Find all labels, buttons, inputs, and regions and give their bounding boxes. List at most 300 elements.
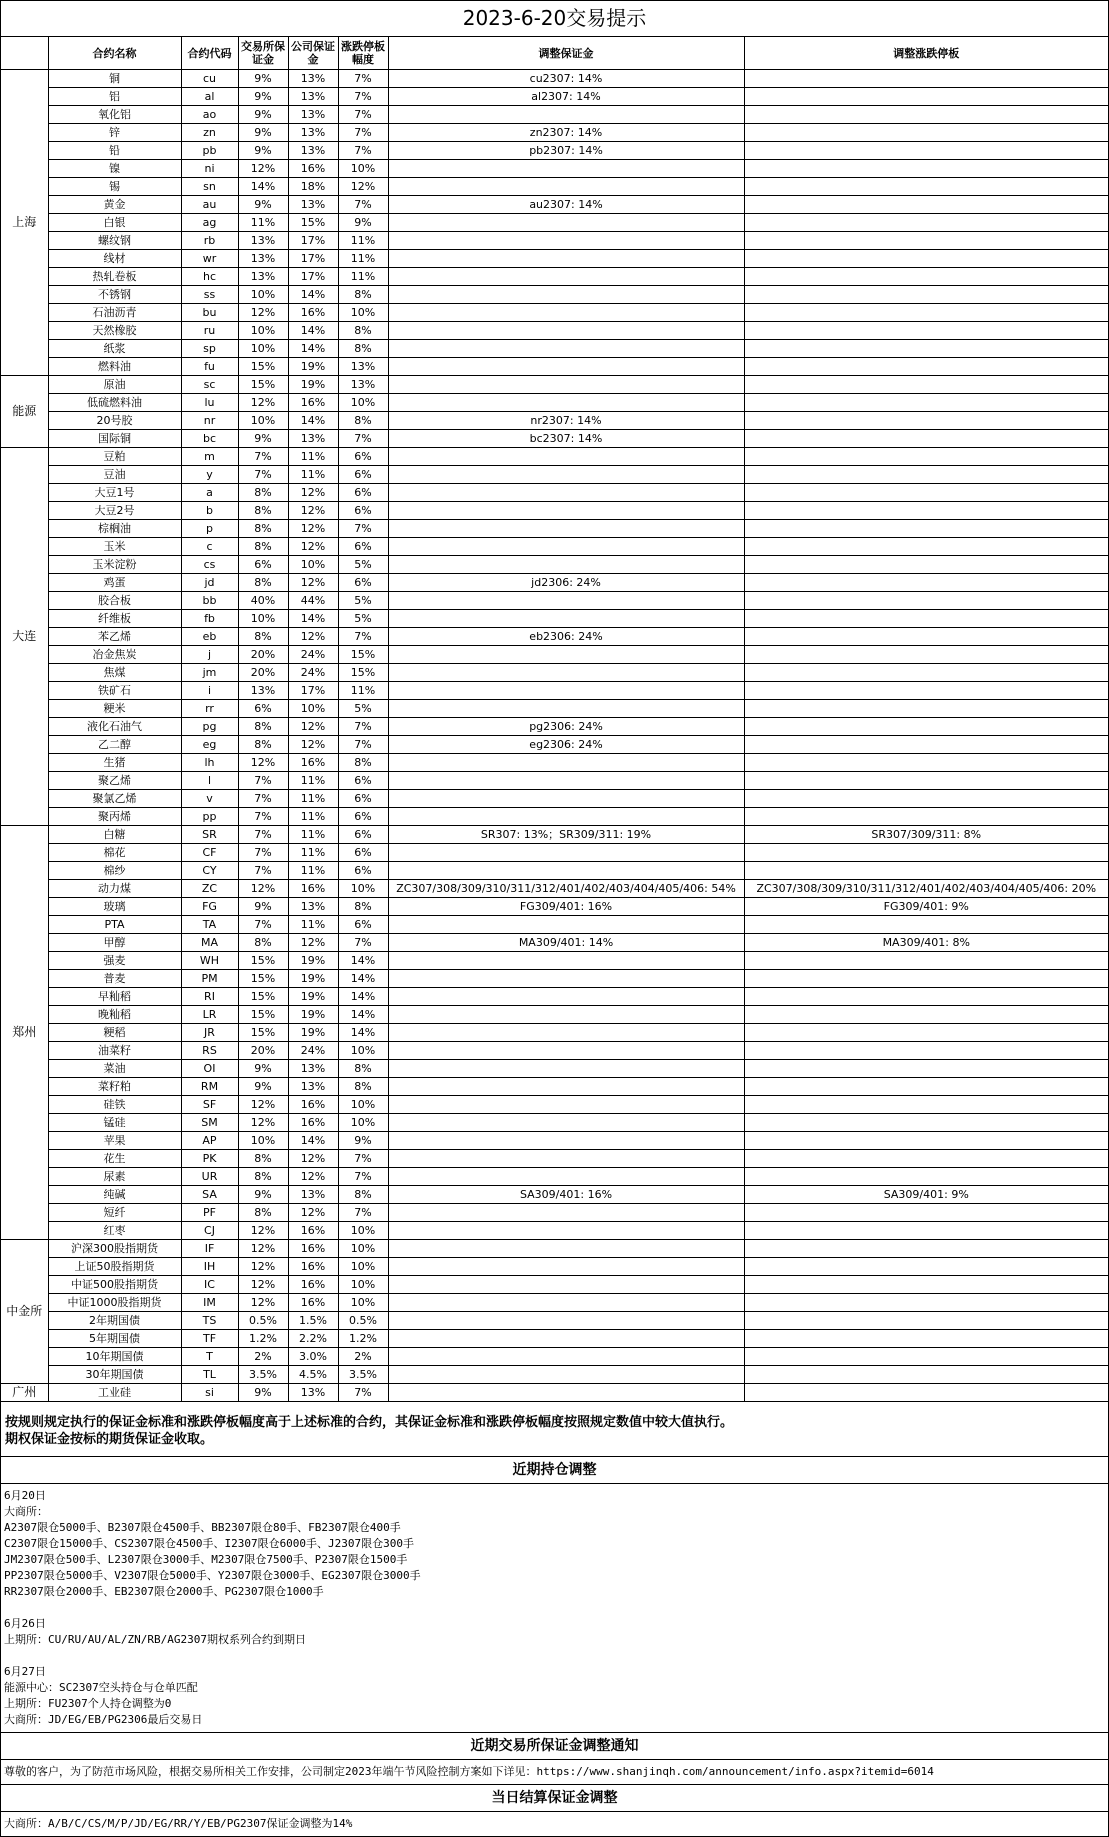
- company-margin-cell: 13%: [288, 88, 338, 106]
- adjust-limit-cell: [744, 88, 1108, 106]
- contract-code-cell: LR: [181, 1006, 238, 1024]
- adjust-limit-cell: [744, 574, 1108, 592]
- contract-code-cell: RS: [181, 1042, 238, 1060]
- company-margin-cell: 12%: [288, 1204, 338, 1222]
- exchange-margin-cell: 20%: [238, 664, 288, 682]
- adjust-limit-cell: [744, 376, 1108, 394]
- adjust-margin-cell: [388, 1276, 744, 1294]
- limit-range-cell: 14%: [338, 952, 388, 970]
- adjust-limit-cell: [744, 646, 1108, 664]
- adjust-margin-cell: pg2306: 24%: [388, 718, 744, 736]
- limit-range-cell: 2%: [338, 1348, 388, 1366]
- exchange-cell: 上海: [1, 70, 48, 376]
- exchange-margin-cell: 10%: [238, 286, 288, 304]
- company-margin-cell: 11%: [288, 448, 338, 466]
- contract-code-cell: l: [181, 772, 238, 790]
- adjust-limit-cell: SR307/309/311: 8%: [744, 826, 1108, 844]
- limit-range-cell: 6%: [338, 772, 388, 790]
- contract-code-cell: MA: [181, 934, 238, 952]
- exchange-margin-cell: 12%: [238, 754, 288, 772]
- header-company-margin: 公司保证金: [288, 37, 338, 70]
- table-row: [1, 754, 1108, 772]
- table-row: [1, 736, 1108, 754]
- company-margin-cell: 14%: [288, 610, 338, 628]
- company-margin-cell: 16%: [288, 1096, 338, 1114]
- table-row: [1, 268, 1108, 286]
- company-margin-cell: 2.2%: [288, 1330, 338, 1348]
- table-row: [1, 646, 1108, 664]
- exchange-margin-cell: 7%: [238, 808, 288, 826]
- table-row: [1, 826, 1108, 844]
- company-margin-cell: 12%: [288, 628, 338, 646]
- contract-code-cell: hc: [181, 268, 238, 286]
- exchange-margin-cell: 10%: [238, 412, 288, 430]
- exchange-margin-cell: 7%: [238, 826, 288, 844]
- limit-range-cell: 6%: [338, 916, 388, 934]
- company-margin-cell: 19%: [288, 988, 338, 1006]
- contract-code-cell: TL: [181, 1366, 238, 1384]
- adjust-limit-cell: [744, 1060, 1108, 1078]
- table-row: [1, 790, 1108, 808]
- company-margin-cell: 19%: [288, 1006, 338, 1024]
- limit-range-cell: 7%: [338, 430, 388, 448]
- header-adjust-margin: 调整保证金: [388, 37, 744, 70]
- exchange-margin-cell: 8%: [238, 574, 288, 592]
- position-line: 6月20日: [4, 1489, 46, 1502]
- table-row: [1, 1096, 1108, 1114]
- limit-range-cell: 10%: [338, 1096, 388, 1114]
- limit-range-cell: 7%: [338, 718, 388, 736]
- exchange-margin-cell: 9%: [238, 70, 288, 88]
- exchange-margin-cell: 7%: [238, 772, 288, 790]
- adjust-margin-cell: FG309/401: 16%: [388, 898, 744, 916]
- company-margin-cell: 17%: [288, 232, 338, 250]
- table-row: [1, 1150, 1108, 1168]
- adjust-margin-cell: eg2306: 24%: [388, 736, 744, 754]
- contract-name-cell: 30年期国债: [48, 1366, 181, 1384]
- exchange-margin-cell: 8%: [238, 628, 288, 646]
- adjust-margin-cell: [388, 520, 744, 538]
- adjust-limit-cell: [744, 1366, 1108, 1384]
- company-margin-cell: 19%: [288, 1024, 338, 1042]
- exchange-margin-cell: 8%: [238, 520, 288, 538]
- adjust-margin-cell: [388, 304, 744, 322]
- company-margin-cell: 14%: [288, 340, 338, 358]
- adjust-limit-cell: [744, 124, 1108, 142]
- company-margin-cell: 14%: [288, 412, 338, 430]
- contract-code-cell: IC: [181, 1276, 238, 1294]
- exchange-margin-cell: 15%: [238, 376, 288, 394]
- exchange-margin-cell: 9%: [238, 1186, 288, 1204]
- contract-code-cell: pb: [181, 142, 238, 160]
- contract-name-cell: 原油: [48, 376, 181, 394]
- position-line: C2307限仓15000手、CS2307限仓4500手、I2307限仓6000手、J2307限仓300手: [4, 1537, 415, 1550]
- contract-name-cell: 纯碱: [48, 1186, 181, 1204]
- adjust-margin-cell: cu2307: 14%: [388, 70, 744, 88]
- limit-range-cell: 5%: [338, 592, 388, 610]
- adjust-margin-cell: [388, 106, 744, 124]
- company-margin-cell: 17%: [288, 268, 338, 286]
- contract-code-cell: PF: [181, 1204, 238, 1222]
- adjust-margin-cell: [388, 1222, 744, 1240]
- limit-range-cell: 8%: [338, 412, 388, 430]
- adjust-limit-cell: [744, 232, 1108, 250]
- exchange-margin-cell: 14%: [238, 178, 288, 196]
- company-margin-cell: 13%: [288, 106, 338, 124]
- rule-note: [1, 1402, 1108, 1457]
- contract-name-cell: 铜: [48, 70, 181, 88]
- position-line: 大商所：: [4, 1505, 48, 1518]
- company-margin-cell: 24%: [288, 1042, 338, 1060]
- contract-name-cell: 鸡蛋: [48, 574, 181, 592]
- limit-range-cell: 6%: [338, 538, 388, 556]
- company-margin-cell: 11%: [288, 916, 338, 934]
- company-margin-cell: 11%: [288, 844, 338, 862]
- adjust-limit-cell: [744, 358, 1108, 376]
- exchange-margin-cell: 8%: [238, 538, 288, 556]
- exchange-margin-cell: 6%: [238, 556, 288, 574]
- contract-code-cell: v: [181, 790, 238, 808]
- header-adjust-limit: 调整涨跌停板: [744, 37, 1108, 70]
- limit-range-cell: 8%: [338, 1078, 388, 1096]
- exchange-margin-cell: 11%: [238, 214, 288, 232]
- contract-name-cell: 纸浆: [48, 340, 181, 358]
- contract-name-cell: 天然橡胶: [48, 322, 181, 340]
- contract-code-cell: ag: [181, 214, 238, 232]
- contract-code-cell: PM: [181, 970, 238, 988]
- adjust-limit-cell: ZC307/308/309/310/311/312/401/402/403/404/405/406: 20%: [744, 880, 1108, 898]
- contract-name-cell: 沪深300股指期货: [48, 1240, 181, 1258]
- table-row: [1, 322, 1108, 340]
- contract-code-cell: JR: [181, 1024, 238, 1042]
- company-margin-cell: 13%: [288, 196, 338, 214]
- table-row: [1, 1114, 1108, 1132]
- table-row: [1, 1204, 1108, 1222]
- company-margin-cell: 12%: [288, 736, 338, 754]
- contract-name-cell: 大豆2号: [48, 502, 181, 520]
- contract-code-cell: j: [181, 646, 238, 664]
- notice-section-title: 近期交易所保证金调整通知: [1, 1733, 1108, 1760]
- contract-code-cell: SF: [181, 1096, 238, 1114]
- contract-code-cell: RI: [181, 988, 238, 1006]
- adjust-limit-cell: [744, 1204, 1108, 1222]
- company-margin-cell: 13%: [288, 898, 338, 916]
- table-row: [1, 70, 1108, 88]
- adjust-limit-cell: [744, 484, 1108, 502]
- adjust-limit-cell: [744, 250, 1108, 268]
- limit-range-cell: 10%: [338, 1276, 388, 1294]
- company-margin-cell: 16%: [288, 1240, 338, 1258]
- limit-range-cell: 7%: [338, 124, 388, 142]
- company-margin-cell: 13%: [288, 430, 338, 448]
- contract-name-cell: 晚籼稻: [48, 1006, 181, 1024]
- contract-name-cell: 油菜籽: [48, 1042, 181, 1060]
- exchange-margin-cell: 15%: [238, 970, 288, 988]
- contract-code-cell: FG: [181, 898, 238, 916]
- limit-range-cell: 7%: [338, 142, 388, 160]
- exchange-margin-cell: 15%: [238, 1024, 288, 1042]
- table-row: [1, 592, 1108, 610]
- limit-range-cell: 14%: [338, 1024, 388, 1042]
- exchange-margin-cell: 12%: [238, 1276, 288, 1294]
- contract-code-cell: TS: [181, 1312, 238, 1330]
- exchange-margin-cell: 10%: [238, 610, 288, 628]
- exchange-margin-cell: 15%: [238, 988, 288, 1006]
- rule-note-line: 期权保证金按标的期货保证金收取。: [5, 1432, 214, 1447]
- company-margin-cell: 16%: [288, 304, 338, 322]
- adjust-margin-cell: [388, 1240, 744, 1258]
- exchange-margin-cell: 10%: [238, 1132, 288, 1150]
- contract-name-cell: 菜油: [48, 1060, 181, 1078]
- limit-range-cell: 6%: [338, 826, 388, 844]
- limit-range-cell: 11%: [338, 232, 388, 250]
- table-row: [1, 844, 1108, 862]
- company-margin-cell: 12%: [288, 1168, 338, 1186]
- exchange-margin-cell: 10%: [238, 340, 288, 358]
- exchange-margin-cell: 13%: [238, 250, 288, 268]
- adjust-margin-cell: [388, 790, 744, 808]
- exchange-margin-cell: 9%: [238, 124, 288, 142]
- contract-name-cell: 胶合板: [48, 592, 181, 610]
- adjust-limit-cell: [744, 592, 1108, 610]
- adjust-margin-cell: [388, 538, 744, 556]
- limit-range-cell: 8%: [338, 322, 388, 340]
- adjust-limit-cell: [744, 1042, 1108, 1060]
- adjust-margin-cell: [388, 394, 744, 412]
- contract-code-cell: AP: [181, 1132, 238, 1150]
- company-margin-cell: 14%: [288, 1132, 338, 1150]
- contract-code-cell: PK: [181, 1150, 238, 1168]
- adjust-margin-cell: [388, 1114, 744, 1132]
- company-margin-cell: 13%: [288, 1078, 338, 1096]
- contract-name-cell: 液化石油气: [48, 718, 181, 736]
- limit-range-cell: 3.5%: [338, 1366, 388, 1384]
- exchange-margin-cell: 12%: [238, 1258, 288, 1276]
- adjust-margin-cell: [388, 484, 744, 502]
- limit-range-cell: 6%: [338, 844, 388, 862]
- contract-code-cell: b: [181, 502, 238, 520]
- adjust-limit-cell: [744, 1096, 1108, 1114]
- contract-code-cell: a: [181, 484, 238, 502]
- contract-code-cell: eb: [181, 628, 238, 646]
- exchange-margin-cell: 8%: [238, 484, 288, 502]
- limit-range-cell: 10%: [338, 1114, 388, 1132]
- exchange-margin-cell: 12%: [238, 304, 288, 322]
- adjust-margin-cell: [388, 664, 744, 682]
- limit-range-cell: 7%: [338, 628, 388, 646]
- table-row: [1, 664, 1108, 682]
- contract-name-cell: 白银: [48, 214, 181, 232]
- contract-code-cell: RM: [181, 1078, 238, 1096]
- company-margin-cell: 13%: [288, 1186, 338, 1204]
- exchange-margin-cell: 9%: [238, 142, 288, 160]
- contract-name-cell: 焦煤: [48, 664, 181, 682]
- contract-name-cell: 螺纹钢: [48, 232, 181, 250]
- adjust-margin-cell: SA309/401: 16%: [388, 1186, 744, 1204]
- table-row: [1, 232, 1108, 250]
- contract-name-cell: 乙二醇: [48, 736, 181, 754]
- table-row: [1, 142, 1108, 160]
- company-margin-cell: 12%: [288, 574, 338, 592]
- contract-name-cell: PTA: [48, 916, 181, 934]
- company-margin-cell: 17%: [288, 250, 338, 268]
- contract-name-cell: 玉米淀粉: [48, 556, 181, 574]
- contract-name-cell: 红枣: [48, 1222, 181, 1240]
- exchange-margin-cell: 20%: [238, 646, 288, 664]
- table-row: [1, 808, 1108, 826]
- contract-code-cell: sc: [181, 376, 238, 394]
- limit-range-cell: 1.2%: [338, 1330, 388, 1348]
- limit-range-cell: 10%: [338, 1222, 388, 1240]
- table-row: [1, 160, 1108, 178]
- contract-code-cell: OI: [181, 1060, 238, 1078]
- contract-name-cell: 苹果: [48, 1132, 181, 1150]
- adjust-limit-cell: [744, 988, 1108, 1006]
- limit-range-cell: 10%: [338, 304, 388, 322]
- limit-range-cell: 8%: [338, 898, 388, 916]
- contract-name-cell: 早籼稻: [48, 988, 181, 1006]
- table-row: [1, 520, 1108, 538]
- table-row: [1, 610, 1108, 628]
- company-margin-cell: 24%: [288, 646, 338, 664]
- exchange-margin-cell: 9%: [238, 1384, 288, 1402]
- contract-code-cell: cu: [181, 70, 238, 88]
- contract-name-cell: 低硫燃料油: [48, 394, 181, 412]
- table-row: [1, 1348, 1108, 1366]
- company-margin-cell: 11%: [288, 862, 338, 880]
- contract-code-cell: nr: [181, 412, 238, 430]
- limit-range-cell: 5%: [338, 556, 388, 574]
- table-row: [1, 988, 1108, 1006]
- exchange-margin-cell: 12%: [238, 880, 288, 898]
- adjust-margin-cell: [388, 1024, 744, 1042]
- contract-name-cell: 锡: [48, 178, 181, 196]
- contract-name-cell: 国际铜: [48, 430, 181, 448]
- limit-range-cell: 7%: [338, 934, 388, 952]
- adjust-limit-cell: [744, 1132, 1108, 1150]
- contract-name-cell: 粳稻: [48, 1024, 181, 1042]
- adjust-margin-cell: SR307: 13%；SR309/311: 19%: [388, 826, 744, 844]
- exchange-margin-cell: 8%: [238, 1204, 288, 1222]
- contract-name-cell: 短纤: [48, 1204, 181, 1222]
- table-row: [1, 880, 1108, 898]
- adjust-limit-cell: [744, 142, 1108, 160]
- adjust-margin-cell: [388, 1150, 744, 1168]
- limit-range-cell: 7%: [338, 736, 388, 754]
- limit-range-cell: 9%: [338, 214, 388, 232]
- adjust-limit-cell: [744, 1024, 1108, 1042]
- contract-code-cell: y: [181, 466, 238, 484]
- company-margin-cell: 11%: [288, 808, 338, 826]
- exchange-margin-cell: 6%: [238, 700, 288, 718]
- contract-code-cell: wr: [181, 250, 238, 268]
- adjust-limit-cell: [744, 322, 1108, 340]
- adjust-margin-cell: al2307: 14%: [388, 88, 744, 106]
- adjust-limit-cell: [744, 160, 1108, 178]
- company-margin-cell: 17%: [288, 682, 338, 700]
- exchange-cell: 中金所: [1, 1240, 48, 1384]
- limit-range-cell: 6%: [338, 862, 388, 880]
- table-row: [1, 1312, 1108, 1330]
- adjust-limit-cell: [744, 1006, 1108, 1024]
- company-margin-cell: 44%: [288, 592, 338, 610]
- exchange-margin-cell: 9%: [238, 1060, 288, 1078]
- adjust-margin-cell: [388, 1348, 744, 1366]
- adjust-limit-cell: [744, 1384, 1108, 1402]
- table-row: [1, 1276, 1108, 1294]
- contract-name-cell: 5年期国债: [48, 1330, 181, 1348]
- limit-range-cell: 8%: [338, 340, 388, 358]
- contract-code-cell: SR: [181, 826, 238, 844]
- page-title: 2023-6-20交易提示: [1, 0, 1108, 37]
- contract-code-cell: T: [181, 1348, 238, 1366]
- limit-range-cell: 11%: [338, 268, 388, 286]
- adjust-margin-cell: [388, 214, 744, 232]
- company-margin-cell: 14%: [288, 286, 338, 304]
- adjust-margin-cell: eb2306: 24%: [388, 628, 744, 646]
- adjust-limit-cell: [744, 970, 1108, 988]
- adjust-limit-cell: [744, 862, 1108, 880]
- adjust-limit-cell: [744, 214, 1108, 232]
- contract-name-cell: 甲醇: [48, 934, 181, 952]
- position-line: [4, 1600, 1105, 1616]
- table-row: [1, 538, 1108, 556]
- company-margin-cell: 12%: [288, 934, 338, 952]
- adjust-margin-cell: [388, 1258, 744, 1276]
- company-margin-cell: 16%: [288, 1114, 338, 1132]
- company-margin-cell: 12%: [288, 484, 338, 502]
- contract-name-cell: 大豆1号: [48, 484, 181, 502]
- exchange-margin-cell: 7%: [238, 790, 288, 808]
- contract-name-cell: 聚乙烯: [48, 772, 181, 790]
- contract-code-cell: CF: [181, 844, 238, 862]
- table-row: [1, 1222, 1108, 1240]
- adjust-margin-cell: [388, 1168, 744, 1186]
- table-row: [1, 376, 1108, 394]
- adjust-margin-cell: bc2307: 14%: [388, 430, 744, 448]
- table-row: [1, 196, 1108, 214]
- limit-range-cell: 7%: [338, 1150, 388, 1168]
- table-row: [1, 250, 1108, 268]
- limit-range-cell: 14%: [338, 970, 388, 988]
- adjust-margin-cell: [388, 1384, 744, 1402]
- table-row: [1, 898, 1108, 916]
- company-margin-cell: 10%: [288, 556, 338, 574]
- position-section: [1, 1484, 1108, 1733]
- adjust-margin-cell: [388, 160, 744, 178]
- contract-name-cell: 纤维板: [48, 610, 181, 628]
- adjust-limit-cell: [744, 700, 1108, 718]
- contract-name-cell: 中证500股指期货: [48, 1276, 181, 1294]
- table-row: [1, 430, 1108, 448]
- company-margin-cell: 1.5%: [288, 1312, 338, 1330]
- adjust-limit-cell: [744, 718, 1108, 736]
- position-line: RR2307限仓2000手、EB2307限仓2000手、PG2307限仓1000手: [4, 1585, 324, 1598]
- header-limit: 涨跌停板幅度: [338, 37, 388, 70]
- adjust-limit-cell: [744, 556, 1108, 574]
- adjust-limit-cell: [744, 1240, 1108, 1258]
- company-margin-cell: 11%: [288, 466, 338, 484]
- exchange-margin-cell: 7%: [238, 916, 288, 934]
- exchange-margin-cell: 10%: [238, 322, 288, 340]
- company-margin-cell: 16%: [288, 880, 338, 898]
- contract-code-cell: SA: [181, 1186, 238, 1204]
- table-row: [1, 1240, 1108, 1258]
- contract-code-cell: ss: [181, 286, 238, 304]
- adjust-margin-cell: [388, 178, 744, 196]
- adjust-margin-cell: [388, 1042, 744, 1060]
- adjust-limit-cell: [744, 628, 1108, 646]
